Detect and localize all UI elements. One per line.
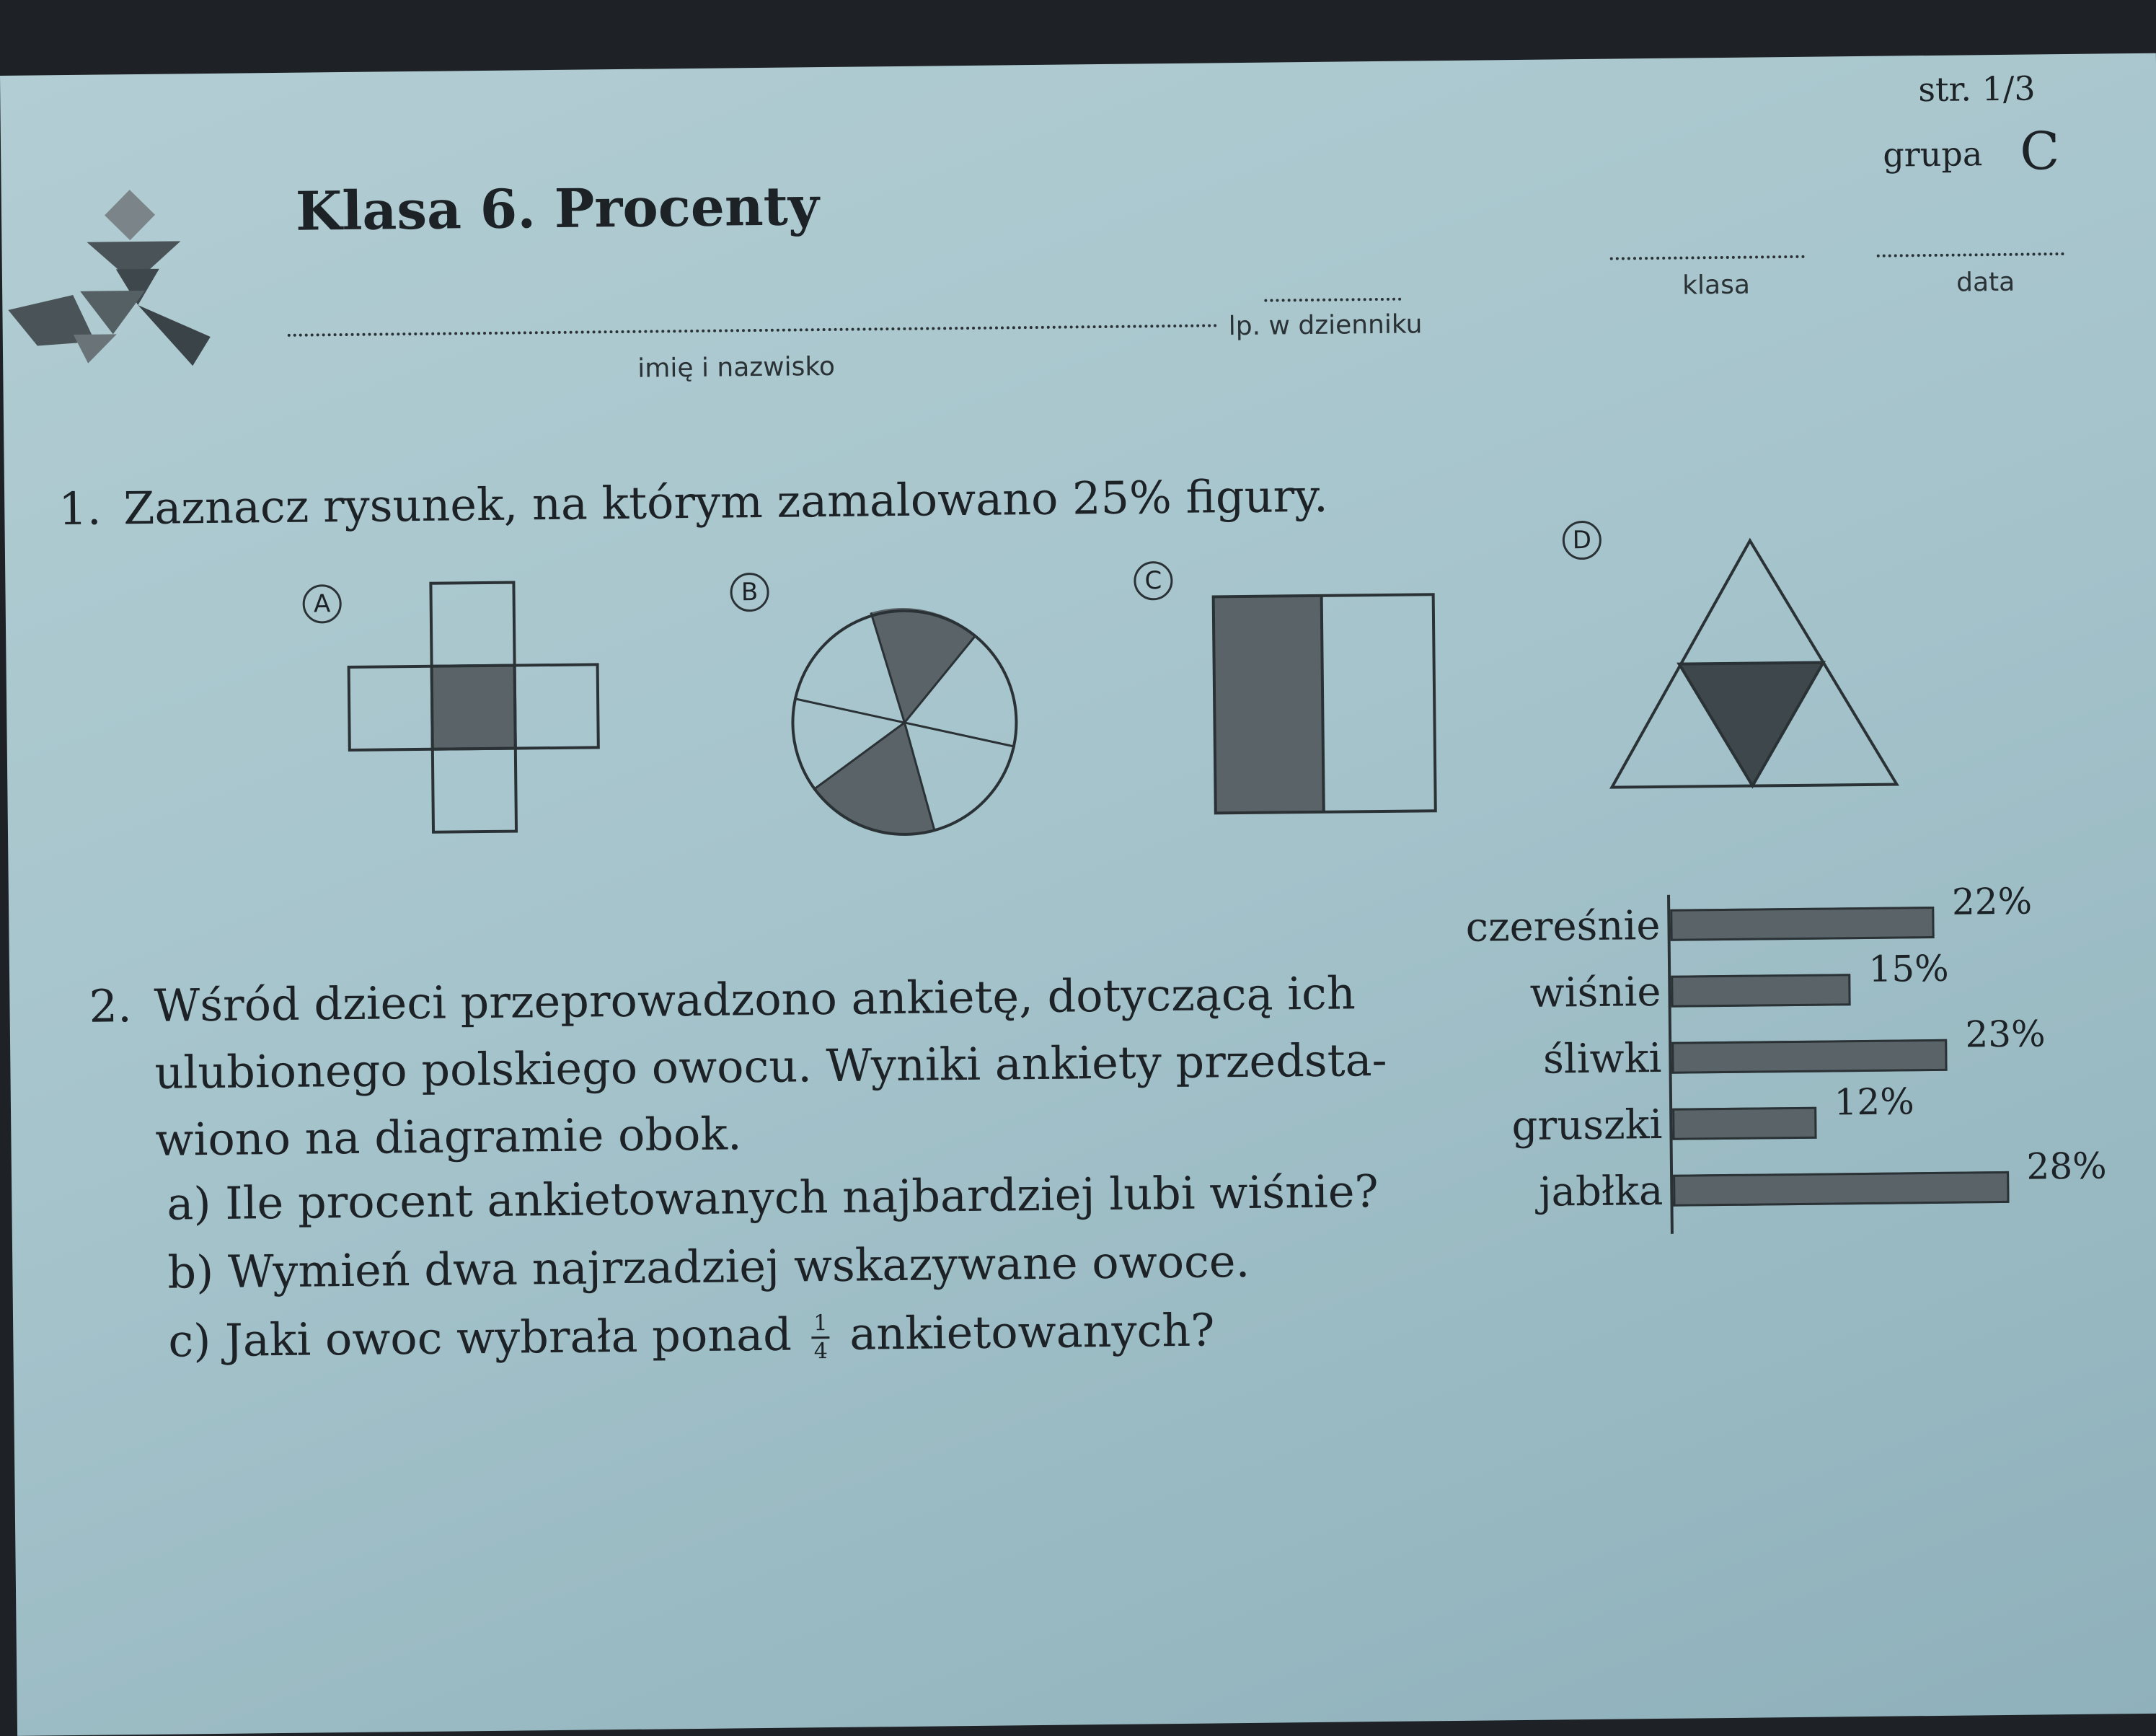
class-field-line[interactable] [1610, 255, 1805, 260]
bar-chart [1422, 880, 2125, 1243]
question-2-intro-line-1: Wśród dzieci przeprowadzono ankietę, dotyczącą ich [154, 966, 1356, 1032]
class-field-label: klasa [1682, 270, 1751, 301]
option-a-marker[interactable]: A [302, 584, 342, 624]
question-1-text: Zaznacz rysunek, na którym zamalowano 25% figury. [123, 469, 1329, 535]
group-letter: C [2019, 120, 2060, 182]
bar-value-label: 22% [1951, 880, 2033, 923]
question-2c-before: c) Jaki owoc wybrała ponad [167, 1308, 792, 1367]
question-2-number: 2. [89, 979, 133, 1033]
bar-value-label: 15% [1868, 947, 1949, 990]
fraction-denominator: 4 [813, 1339, 829, 1365]
bar-3 [1672, 1107, 1816, 1140]
question-2c-after: ankietowanych? [849, 1303, 1215, 1360]
bar-category-label: jabłka [1538, 1167, 1664, 1216]
diary-number-field-label: lp. w dzienniku [1228, 309, 1423, 342]
fraction-one-quarter [811, 1310, 830, 1365]
name-field-label: imię i nazwisko [637, 351, 836, 384]
fraction-numerator: 1 [811, 1313, 829, 1339]
bar-chart-rows [1422, 880, 2121, 1216]
figure-b-circle[interactable] [785, 602, 1025, 842]
bar-0 [1670, 907, 1934, 941]
bar-value-label: 23% [1965, 1013, 2046, 1056]
question-2-intro-line-3: wiono na diagramie obok. [155, 1107, 743, 1166]
question-2-intro-line-2: ulubionego polskiego owocu. Wyniki ankiety przedsta- [154, 1033, 1387, 1099]
worksheet-page [0, 53, 2156, 1736]
bar-1 [1671, 974, 1851, 1008]
bar-2 [1671, 1039, 1948, 1074]
bar-category-label: czereśnie [1465, 902, 1661, 951]
figure-d-triangle[interactable] [1606, 532, 1904, 794]
group-label: grupa [1883, 134, 1983, 175]
date-field-line[interactable] [1877, 252, 2064, 257]
tangram-logo [7, 189, 211, 368]
page-number: str. 1/3 [1918, 69, 2036, 110]
question-2c [168, 1296, 1215, 1374]
bar-4 [1673, 1171, 2009, 1207]
date-field-label: data [1956, 267, 2015, 298]
bar-value-label: 12% [1834, 1080, 1914, 1124]
question-2b: b) Wymień dwa najrzadziej wskazywane owoce. [167, 1234, 1250, 1299]
worksheet-title: Klasa 6. Procenty [295, 175, 820, 243]
option-c-marker[interactable]: C [1134, 561, 1173, 601]
option-b-marker[interactable]: B [730, 573, 769, 612]
bar-category-label: wiśnie [1529, 968, 1661, 1017]
option-d-marker[interactable]: D [1563, 521, 1602, 560]
question-2a: a) Ile procent ankietowanych najbardziej lubi wiśnie? [167, 1165, 1379, 1230]
question-2-intro [154, 959, 1388, 1173]
diary-number-field-line[interactable] [1264, 298, 1401, 302]
bar-category-label: gruszki [1511, 1101, 1663, 1150]
figure-a-cross[interactable] [344, 574, 606, 837]
figure-c-rectangle[interactable] [1210, 591, 1443, 816]
bar-category-label: śliwki [1542, 1034, 1662, 1083]
name-field-line[interactable] [288, 324, 1218, 337]
question-1-number: 1. [58, 482, 102, 536]
bar-value-label: 28% [2026, 1145, 2107, 1188]
